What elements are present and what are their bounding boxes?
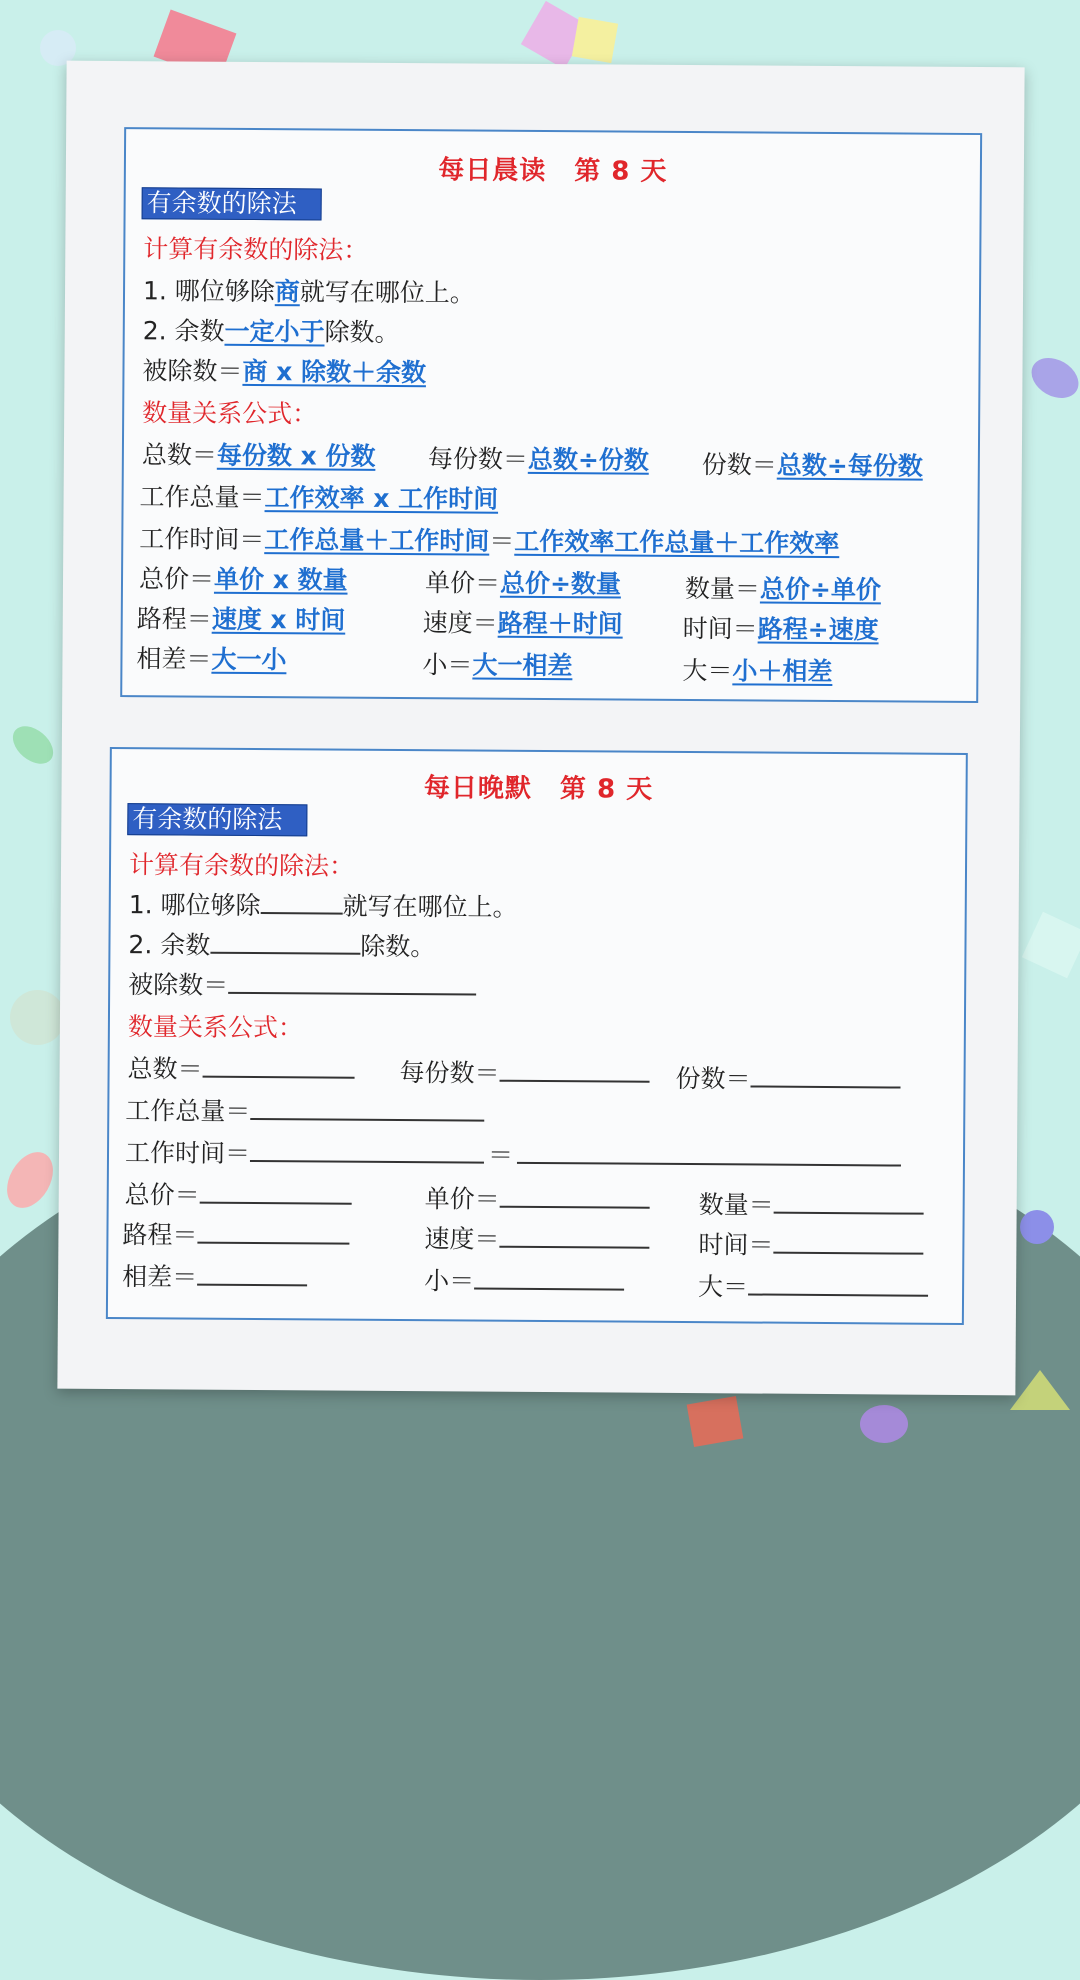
answer-text: 工作总量＋工作时间 [264,525,490,556]
formula-difference [122,1257,307,1294]
formula-work-time [125,1133,901,1174]
answer-text: 总价÷单价 [759,574,882,605]
formula-work-time [139,519,839,560]
answer-blank[interactable] [474,1266,624,1291]
rule-text: 除数。 [324,317,400,348]
formula-work-total [139,477,498,516]
rule-line-1 [143,271,475,309]
confetti-shape [687,1396,744,1447]
formula-label: 总数＝ [127,1054,203,1084]
formula-label: 总数＝ [141,440,218,470]
formula-label: 速度＝ [424,1224,500,1254]
rule-line-1 [129,885,518,924]
worksheet-paper [57,61,1024,1396]
confetti-shape [1022,912,1080,978]
answer-text: 路程÷速度 [757,614,879,645]
title-evening-dictation: 每日晚默 [423,773,533,804]
formula-per-share [399,1053,649,1091]
formula-small [424,1261,624,1298]
formula-shares [702,445,923,483]
rule-line-3 [128,965,476,1003]
formula-big [698,1267,928,1305]
formula-label: 每份数＝ [399,1058,500,1088]
formula-quantity [685,569,881,606]
answer-text: 每份数 x 份数 [216,440,376,471]
formula-label: 每份数＝ [427,444,528,474]
formula-label: 份数＝ [675,1063,751,1094]
answer-text: 总价÷数量 [499,568,622,599]
confetti-shape [572,17,618,63]
formula-shares [675,1059,900,1097]
rule-line-3 [142,351,426,389]
answer-blank[interactable] [228,970,476,996]
formula-label: 单价＝ [424,1184,500,1214]
confetti-shape [1010,1370,1070,1410]
formula-big [682,651,832,688]
answer-text: 商 x 除数＋余数 [242,356,427,388]
formula-label: 工作总量＝ [139,482,265,513]
panel-title [111,765,965,808]
formula-label: 单价＝ [424,568,501,598]
formula-time [698,1225,923,1263]
rule-text: 就写在哪位上。 [342,891,518,922]
formula-label: 路程＝ [122,1220,198,1250]
formula-unit-price [425,1179,650,1217]
rule-text: 除数。 [360,931,436,962]
topic-tag: 有余数的除法 [142,187,322,220]
answer-blank[interactable] [261,890,343,915]
formula-quantity [699,1185,924,1223]
rule-line-2 [128,925,435,963]
answer-blank[interactable] [203,1054,355,1079]
formula-label: 时间＝ [698,1230,774,1260]
formula-label: 小＝ [424,1266,475,1296]
answer-text: 单价 x 数量 [213,564,348,595]
rule-text: 被除数＝ [128,970,229,1000]
formula-difference [136,639,286,676]
answer-text: 工作效率工作总量＋工作效率 [514,526,840,559]
equals-sign: ＝ [487,1140,514,1170]
answer-blank[interactable] [751,1063,901,1088]
formula-time [683,609,879,646]
formula-total-price [125,1175,352,1213]
formula-label: 大＝ [698,1272,749,1302]
answer-blank[interactable] [210,930,360,955]
formula-label: 工作总量＝ [125,1096,251,1126]
confetti-shape [6,719,61,772]
formula-speed [423,603,623,640]
panel-title [126,147,980,190]
equals-sign: ＝ [489,526,515,556]
answer-blank[interactable] [250,1138,484,1164]
answer-text: 一定小于 [224,316,325,347]
confetti-shape [860,1405,908,1443]
title-day: 第 8 天 [559,774,654,805]
formula-label: 份数＝ [701,450,777,480]
rule-text: 2. 余数 [142,316,225,346]
answer-blank[interactable] [773,1230,923,1255]
confetti-shape [0,1144,62,1216]
formula-label: 路程＝ [136,604,212,634]
formula-total [142,435,376,473]
answer-blank[interactable] [500,1058,650,1083]
formula-per-share [428,439,649,477]
section-heading: 计算有余数的除法： [143,234,369,265]
answer-text: 总数÷每份数 [776,450,923,481]
formula-total [127,1049,354,1087]
morning-reading-panel [120,127,982,703]
answer-text: 大一小 [211,644,287,675]
formula-unit-price [425,563,621,600]
answer-text: 速度 x 时间 [211,604,346,635]
rule-text: 1. 哪位够除 [128,890,261,921]
formula-work-total [125,1091,484,1130]
answer-blank[interactable] [200,1180,352,1205]
answer-blank[interactable] [250,1096,484,1122]
answer-text: 路程＋时间 [497,608,623,639]
answer-blank[interactable] [197,1262,307,1287]
confetti-shape [1024,350,1080,406]
formula-distance [122,1215,349,1253]
formula-label: 速度＝ [422,608,498,638]
rule-text: 被除数＝ [142,356,243,386]
formula-label: 小＝ [422,650,473,680]
answer-text: 大一相差 [472,650,573,681]
formula-label: 相差＝ [136,644,212,674]
answer-blank[interactable] [499,1224,649,1249]
rule-line-2 [143,311,400,349]
formula-speed [424,1219,649,1257]
confetti-shape [10,990,65,1045]
rule-text: 1. 哪位够除 [142,276,275,307]
answer-blank[interactable] [517,1140,901,1167]
formula-label: 数量＝ [684,574,761,604]
formula-small [422,645,572,682]
formula-label: 工作时间＝ [139,524,265,555]
answer-blank[interactable] [774,1190,924,1215]
rule-text: 就写在哪位上。 [299,277,475,308]
answer-text: 小＋相差 [732,656,833,687]
section-heading: 数量关系公式： [142,398,318,429]
answer-blank[interactable] [500,1184,650,1209]
formula-label: 大＝ [682,655,733,686]
formula-total-price [139,559,348,596]
formula-label: 相差＝ [122,1262,198,1292]
section-heading: 计算有余数的除法： [128,850,355,881]
title-morning-reading: 每日晨读 [438,155,547,187]
title-day: 第 8 天 [574,156,668,187]
answer-blank[interactable] [748,1271,928,1296]
section-heading: 数量关系公式： [127,1012,304,1043]
answer-text: 工作效率 x 工作时间 [264,483,499,514]
evening-dictation-panel [106,747,968,1325]
formula-label: 时间＝ [682,613,758,644]
topic-tag: 有余数的除法 [127,803,307,836]
formula-label: 总价＝ [124,1180,200,1210]
rule-text: 2. 余数 [128,930,211,960]
formula-label: 工作时间＝ [124,1138,251,1168]
answer-text: 商 [274,277,300,307]
answer-text: 总数÷份数 [527,444,649,475]
confetti-shape [1020,1210,1054,1244]
formula-label: 总价＝ [138,564,215,594]
formula-distance [137,599,346,636]
formula-label: 数量＝ [698,1190,774,1220]
answer-blank[interactable] [197,1220,349,1245]
